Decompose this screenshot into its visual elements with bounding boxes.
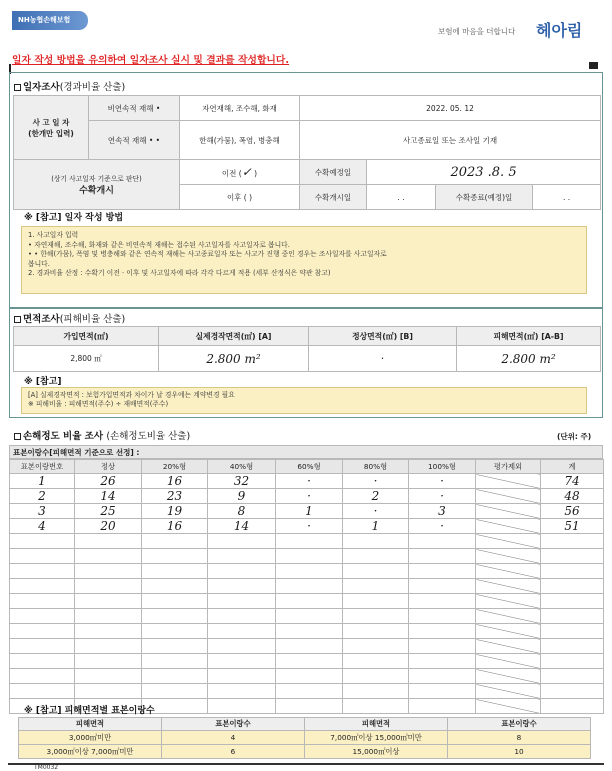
damage-cell[interactable]: 8 [208,504,276,519]
excluded-cell[interactable] [476,474,541,489]
planned-date-label: 수확예정일 [300,160,367,185]
damage-header: 60%형 [276,460,343,474]
damage-cell[interactable] [208,534,276,549]
date-survey-table [13,95,601,210]
damage-header: 20%형 [142,460,208,474]
excluded-cell[interactable] [476,579,541,594]
damage-row [10,639,604,654]
damage-cell[interactable] [541,579,604,594]
damage-cell[interactable]: 74 [541,474,604,489]
damage-cell[interactable] [541,654,604,669]
excluded-cell[interactable] [476,534,541,549]
damage-cell[interactable] [208,669,276,684]
damage-cell[interactable]: 23 [142,489,208,504]
damage-cell[interactable] [409,684,476,699]
damage-cell[interactable] [75,579,142,594]
date-note-line: • 자연재해, 조수해, 화재와 같은 비연속적 재해는 접수된 사고일자를 사고일자로 봅니다. [28,240,290,249]
damage-cell[interactable]: · [409,474,476,489]
damage-cell[interactable] [208,564,276,579]
damage-cell[interactable] [541,639,604,654]
damage-cell[interactable]: · [276,489,343,504]
damage-cell[interactable] [409,669,476,684]
start-date-value[interactable]: . . [367,185,436,210]
damage-cell[interactable] [409,639,476,654]
nonconsecutive-label: 비연속적 재해 • [89,96,180,121]
damage-cell[interactable] [541,564,604,579]
sample-ref-header: 피해면적 [305,718,448,731]
damage-cell[interactable]: 56 [541,504,604,519]
insured-area-value[interactable]: 2,800 ㎡ [14,346,159,372]
damage-cell[interactable] [343,579,409,594]
excluded-cell[interactable] [476,654,541,669]
damage-cell[interactable] [343,534,409,549]
damage-cell[interactable] [276,609,343,624]
damage-cell[interactable] [10,564,75,579]
damage-cell[interactable]: 14 [208,519,276,534]
damage-cell[interactable]: 3 [10,504,75,519]
damage-cell[interactable] [10,579,75,594]
damage-cell[interactable] [343,684,409,699]
consecutive-types: 한해(가뭄), 폭염, 병충해 [180,121,300,160]
damage-row [10,504,604,519]
damage-cell[interactable]: 16 [142,519,208,534]
start-date-label: 수확개시일 [300,185,367,210]
damage-cell[interactable] [208,609,276,624]
damage-cell[interactable] [541,534,604,549]
sample-ref-cell: 7,000㎡이상 15,000㎡미만 [305,731,448,745]
damage-header: 정상 [75,460,142,474]
planned-date-value[interactable]: 2023 .8. 5 [367,160,601,185]
damage-cell[interactable] [343,699,409,714]
damage-cell[interactable] [343,639,409,654]
damage-cell[interactable] [409,534,476,549]
damage-header: 평가제외 [476,460,541,474]
damage-cell[interactable] [343,624,409,639]
sample-count-label: 표본이랑수[피해면적 기준으로 선정] : [9,445,603,459]
damage-cell[interactable] [142,654,208,669]
damage-cell[interactable]: 26 [75,474,142,489]
damage-row [10,549,604,564]
damage-cell[interactable] [10,594,75,609]
damaged-area-value[interactable]: 2.800 m² [457,346,601,372]
nonconsecutive-types: 자연재해, 조수해, 화재 [180,96,300,121]
sample-ref-cell: 10 [448,745,591,759]
sample-ref-cell: 4 [162,731,305,745]
damage-cell[interactable] [75,549,142,564]
damage-cell[interactable] [75,534,142,549]
damage-cell[interactable] [75,669,142,684]
damage-row [10,534,604,549]
excluded-cell[interactable] [476,564,541,579]
company-logo [12,11,88,30]
excluded-cell[interactable] [476,684,541,699]
date-note-line: • • 한해(가뭄), 폭염 및 병충해와 같은 연속적 재해는 사고종료일자 또는 사고가 진행 중인 경우는 조사일자를 사고일자로 [28,250,387,259]
area-note-line: [A] 실제경작면적 : 보험가입면적과 차이가 날 경우에는 계약변경 필요 [28,391,235,399]
end-date-value[interactable]: . . [533,185,601,210]
area-header: 정상면적(㎡) [B] [309,327,457,346]
end-date-label: 수확종료(예정)일 [436,185,533,210]
damage-cell[interactable] [409,699,476,714]
damage-cell[interactable] [75,624,142,639]
damage-row [10,654,604,669]
area-header: 실제경작면적(㎡) [A] [159,327,309,346]
damage-survey-title: 손해정도 비율 조사 (손해정도비율 산출) [14,428,190,442]
area-table [13,326,601,372]
damage-cell[interactable]: 16 [142,474,208,489]
damage-row [10,519,604,534]
damage-cell[interactable] [541,624,604,639]
accident-date-label: 사 고 일 자 (한개만 입력) [14,96,89,160]
date-note-box [21,226,587,294]
slogan: 보험에 마음을 더합니다 [438,27,516,36]
damage-header: 80%형 [343,460,409,474]
excluded-cell[interactable] [476,624,541,639]
damage-cell[interactable] [409,654,476,669]
area-survey-title: 면적조사(피해비율 산출) [14,311,125,325]
corner-mark-right [589,62,598,69]
damage-cell[interactable] [541,549,604,564]
sample-ref-cell: 3,000㎡이상 7,000㎡미만 [19,745,162,759]
area-note-line: ※ 피해비율 : 피해면적(주수) ÷ 재배면적(주수) [28,400,169,408]
damage-cell[interactable] [10,639,75,654]
damage-cell[interactable] [142,609,208,624]
damage-cell[interactable]: 9 [208,489,276,504]
excluded-cell[interactable] [476,639,541,654]
sample-ref-cell: 3,000㎡미만 [19,731,162,745]
damage-cell[interactable]: 2 [343,489,409,504]
damage-cell[interactable] [75,564,142,579]
sample-ref-cell: 6 [162,745,305,759]
damage-cell[interactable] [208,654,276,669]
damage-cell[interactable] [142,549,208,564]
damage-cell[interactable] [409,549,476,564]
damage-cell[interactable] [276,654,343,669]
damage-cell[interactable] [142,579,208,594]
damage-cell[interactable] [409,594,476,609]
consecutive-value[interactable]: 사고종료일 또는 조사일 기재 [300,121,601,160]
damage-row [10,579,604,594]
damage-row [10,594,604,609]
damage-cell[interactable] [10,549,75,564]
damage-cell[interactable]: · [276,519,343,534]
damage-cell[interactable] [142,624,208,639]
unit-label: (단위: 주) [557,432,592,441]
damage-cell[interactable] [10,654,75,669]
damage-cell[interactable] [276,549,343,564]
damage-cell[interactable]: 1 [10,474,75,489]
damage-cell[interactable] [276,624,343,639]
footer-code: TM0032 [34,764,59,771]
damage-cell[interactable] [343,669,409,684]
excluded-cell[interactable] [476,489,541,504]
damage-cell[interactable]: 51 [541,519,604,534]
damage-cell[interactable] [343,609,409,624]
damage-cell[interactable]: · [276,474,343,489]
damage-row [10,564,604,579]
damage-cell[interactable] [541,609,604,624]
damage-cell[interactable] [208,699,276,714]
damage-cell[interactable] [409,564,476,579]
damage-cell[interactable] [276,564,343,579]
checkbox-icon [14,433,21,440]
date-note-title: ※ [참고] 일자 작성 방법 [24,213,124,223]
sample-ref-cell: 8 [448,731,591,745]
damage-cell[interactable] [208,639,276,654]
damage-cell[interactable] [208,579,276,594]
normal-area-value[interactable]: · [309,346,457,372]
sample-ref-header: 피해면적 [19,718,162,731]
damage-cell[interactable] [276,684,343,699]
date-survey-title: 일자조사(경과비율 산출) [14,79,125,93]
damage-header: 100%형 [409,460,476,474]
damage-cell[interactable] [541,699,604,714]
damage-cell[interactable] [276,639,343,654]
damage-cell[interactable]: · [409,489,476,504]
damage-cell[interactable] [541,594,604,609]
damage-cell[interactable] [409,579,476,594]
damage-header: 계 [541,460,604,474]
excluded-cell[interactable] [476,504,541,519]
damage-cell[interactable] [10,669,75,684]
excluded-cell[interactable] [476,549,541,564]
damage-cell[interactable] [343,549,409,564]
damage-row [10,474,604,489]
damage-cell[interactable]: 1 [343,519,409,534]
damage-cell[interactable] [208,594,276,609]
after-option[interactable]: 이후 ( ) [180,185,300,210]
nonconsecutive-value[interactable]: 2022. 05. 12 [300,96,601,121]
sample-ref-header: 표본이랑수 [448,718,591,731]
damage-cell[interactable] [142,594,208,609]
damage-cell[interactable] [75,654,142,669]
excluded-cell[interactable] [476,519,541,534]
sample-ref-table [18,717,591,759]
damage-cell[interactable] [142,564,208,579]
area-header: 가입면적(㎡) [14,327,159,346]
damage-table [9,459,604,714]
damage-cell[interactable] [343,564,409,579]
before-option[interactable]: 이전 (✓ ) [180,160,300,185]
area-header: 피해면적(㎡) [A-B] [457,327,601,346]
damage-cell[interactable] [208,684,276,699]
damage-cell[interactable] [276,594,343,609]
damage-cell[interactable]: 4 [10,519,75,534]
damage-cell[interactable] [208,624,276,639]
damage-header: 표본이랑번호 [10,460,75,474]
warning-text: 일자 작성 방법을 유의하여 일자조사 실시 및 결과를 작성합니다. [12,55,290,66]
footer-line [8,763,604,765]
sample-ref-header: 표본이랑수 [162,718,305,731]
damage-cell[interactable] [75,639,142,654]
damage-cell[interactable]: · [343,474,409,489]
area-note-box [21,387,587,414]
date-note-line: 1. 사고일자 입력 [28,231,79,239]
damage-cell[interactable] [10,624,75,639]
damage-cell[interactable] [276,579,343,594]
before-check-mark: ✓ [241,165,252,179]
damage-cell[interactable]: · [343,504,409,519]
damage-cell[interactable] [10,534,75,549]
damage-cell[interactable] [276,699,343,714]
damage-cell[interactable]: 1 [276,504,343,519]
harvest-start-label: (상기 사고일자 기준으로 판단) 수확개시 [14,160,180,210]
sample-ref-cell: 15,000㎡이상 [305,745,448,759]
damage-cell[interactable]: 3 [409,504,476,519]
damage-cell[interactable] [409,624,476,639]
damage-cell[interactable] [343,594,409,609]
damage-cell[interactable] [276,669,343,684]
excluded-cell[interactable] [476,594,541,609]
damage-cell[interactable]: 25 [75,504,142,519]
checkbox-icon [14,316,21,323]
logo-text: NH농협손해보험 [18,16,71,24]
damage-cell[interactable] [142,684,208,699]
sample-ref-title: ※ [참고] 피해면적별 표본이랑수 [24,706,155,716]
excluded-cell[interactable] [476,609,541,624]
damage-cell[interactable]: 32 [208,474,276,489]
damage-cell[interactable] [541,684,604,699]
damage-row [10,669,604,684]
damage-cell[interactable] [142,669,208,684]
damage-header: 40%형 [208,460,276,474]
brand-logo: 헤아림 [536,21,583,40]
damage-cell[interactable] [75,684,142,699]
damage-row [10,684,604,699]
damage-cell[interactable]: 14 [75,489,142,504]
checkbox-icon [14,84,21,91]
excluded-cell[interactable] [476,669,541,684]
damage-cell[interactable] [541,669,604,684]
damage-cell[interactable] [208,549,276,564]
damage-cell[interactable]: 20 [75,519,142,534]
damage-row [10,624,604,639]
damage-cell[interactable] [75,594,142,609]
excluded-cell[interactable] [476,699,541,714]
actual-area-value[interactable]: 2.800 m² [159,346,309,372]
date-note-line: 봅니다. [28,259,50,268]
consecutive-label: 연속적 재해 • • [89,121,180,160]
damage-cell[interactable] [276,534,343,549]
damage-cell[interactable] [10,609,75,624]
damage-cell[interactable] [10,684,75,699]
damage-cell[interactable] [142,639,208,654]
damage-row [10,489,604,504]
damage-cell[interactable] [75,609,142,624]
damage-row [10,609,604,624]
date-note-line: 2. 경과비율 산정 : 수확기 이전 · 이후 및 사고일자에 따라 각각 다르게 적용 (세부 산정식은 약관 참고) [28,269,331,278]
area-note-title: ※ [참고] [24,377,62,387]
damage-cell[interactable]: 48 [541,489,604,504]
damage-cell[interactable] [142,534,208,549]
damage-cell[interactable]: · [409,519,476,534]
damage-cell[interactable]: 2 [10,489,75,504]
damage-cell[interactable] [343,654,409,669]
damage-cell[interactable]: 19 [142,504,208,519]
damage-cell[interactable] [409,609,476,624]
